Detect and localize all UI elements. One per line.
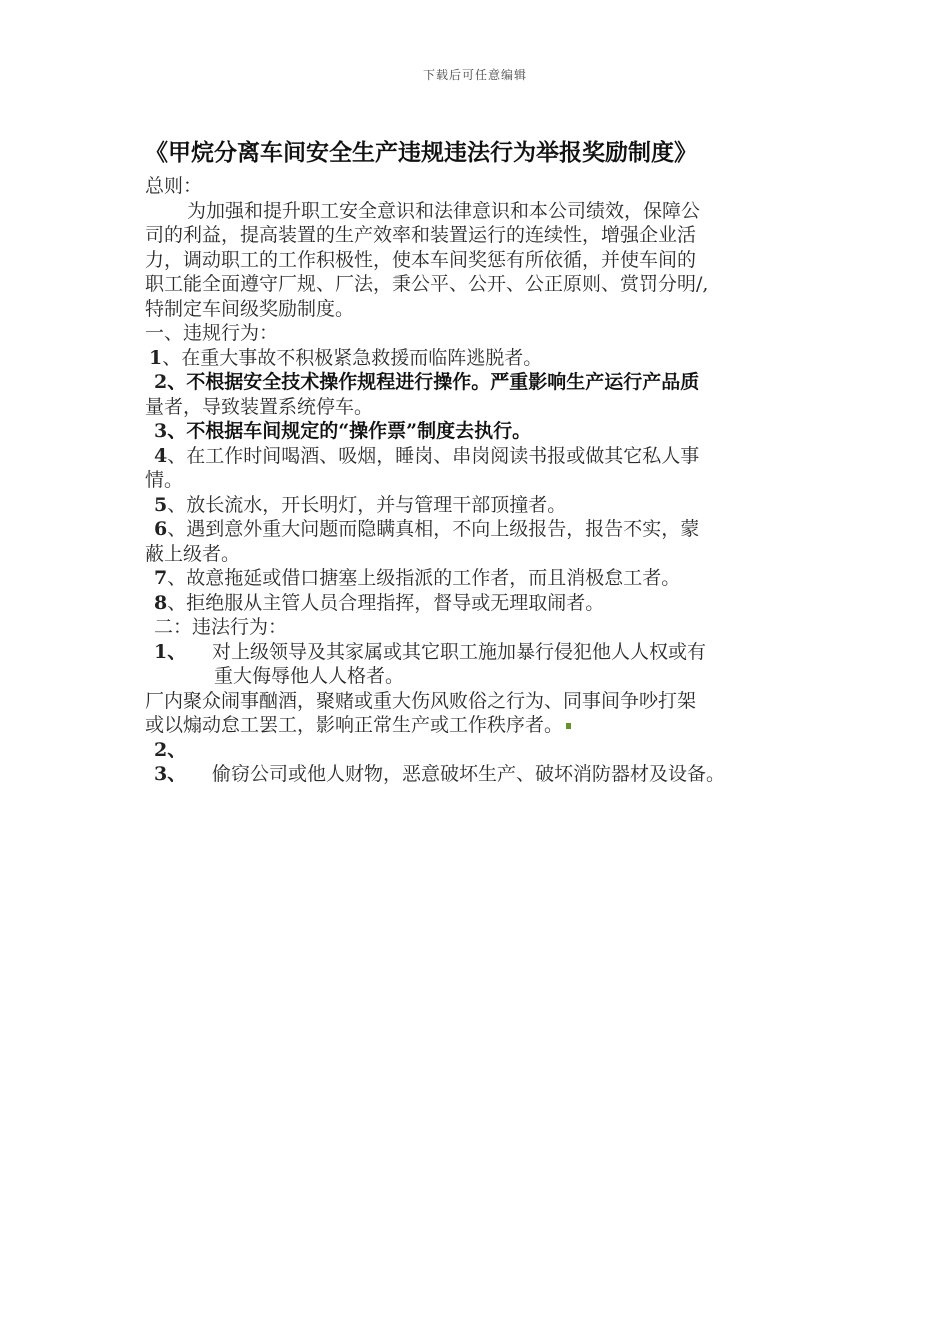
item-number: 1 [149,346,163,369]
item-text: 、放长流水，开长明灯，并与管理干部顶撞者。 [167,493,567,516]
item-text: 、在工作时间喝酒、吸烟，睡岗、串岗阅读书报或做其它私人事 [167,444,700,467]
violation-item [145,419,810,444]
violation-item [145,517,810,542]
item-text-continued: 量者，导致装置系统停车。 [145,395,374,418]
item-number: 7 [154,567,168,589]
illegal-item [145,762,810,787]
violation-item [145,591,810,616]
item-number: 3 [154,420,168,442]
item-text-continued: 重大侮辱他人人格者。 [214,665,405,687]
item-text: 、故意拖延或借口搪塞上级指派的工作者，而且消极怠工者。 [167,567,681,589]
violation-item [145,370,810,395]
anchor-marker-icon [566,723,571,729]
illegal-item [145,640,810,665]
item-number: 2 [154,371,168,393]
general-line: 特制定车间级奖励制度。 [145,297,355,320]
item-text-continued: 情。 [145,469,184,491]
item-text: 对上级领导及其家属或其它职工施加暴行侵犯他人人权或有 [212,640,707,663]
item-number: 2、 [154,738,187,761]
general-line: 职工能全面遵守厂规、厂法，秉公平、公开、公正原则、赏罚分明/, [145,273,709,295]
section1-heading: 一、违规行为： [145,322,279,344]
item-number: 1、 [154,640,187,663]
item-number: 8 [154,591,168,614]
general-line: 力，调动职工的工作积极性，使本车间奖惩有所依循，并使车间的 [145,248,697,271]
violation-item [145,493,810,518]
document-body [145,174,810,787]
item-text: 、不根据车间规定的“操作票”制度去执行。 [167,420,532,442]
violation-item [145,566,810,591]
violation-item [145,444,810,469]
item-text: 、在重大事故不积极紧急救援而临阵逃脱者。 [162,346,543,369]
item-number: 6 [154,518,168,540]
violation-item [145,346,810,371]
document-title: 《甲烷分离车间安全生产违规违法行为举报奖励制度》 [145,139,697,166]
item-number: 3、 [154,763,187,785]
item-text: 、拒绝服从主管人员合理指挥，督导或无理取闹者。 [167,591,605,614]
general-heading: 总则： [145,175,203,197]
illegal-paragraph [145,713,810,738]
item-number: 5 [154,493,168,516]
item-text: 、遇到意外重大问题而隐瞒真相，不向上级报告，报告不实，蒙 [167,518,700,540]
illegal-paragraph: 厂内聚众闹事酗酒，聚赌或重大伤风败俗之行为、同事间争吵打架 [145,689,697,712]
item-text: 偷窃公司或他人财物，恶意破坏生产、破坏消防器材及设备。 [212,763,726,785]
illegal-paragraph-text: 或以煽动怠工罢工，影响正常生产或工作秩序者。 [145,714,564,736]
general-line: 司的利益，提高装置的生产效率和装置运行的连续性，增强企业活 [145,224,697,246]
section2-heading: 二：违法行为： [154,616,288,638]
item-text: 、不根据安全技术操作规程进行操作。严重影响生产运行产品质 [167,371,700,393]
general-line: 为加强和提升职工安全意识和法律意识和本公司绩效，保障公 [187,199,701,222]
item-number: 4 [154,444,168,467]
header-note: 下载后可任意编辑 [422,68,527,82]
illegal-item [145,738,810,763]
item-text-continued: 蔽上级者。 [145,542,241,565]
